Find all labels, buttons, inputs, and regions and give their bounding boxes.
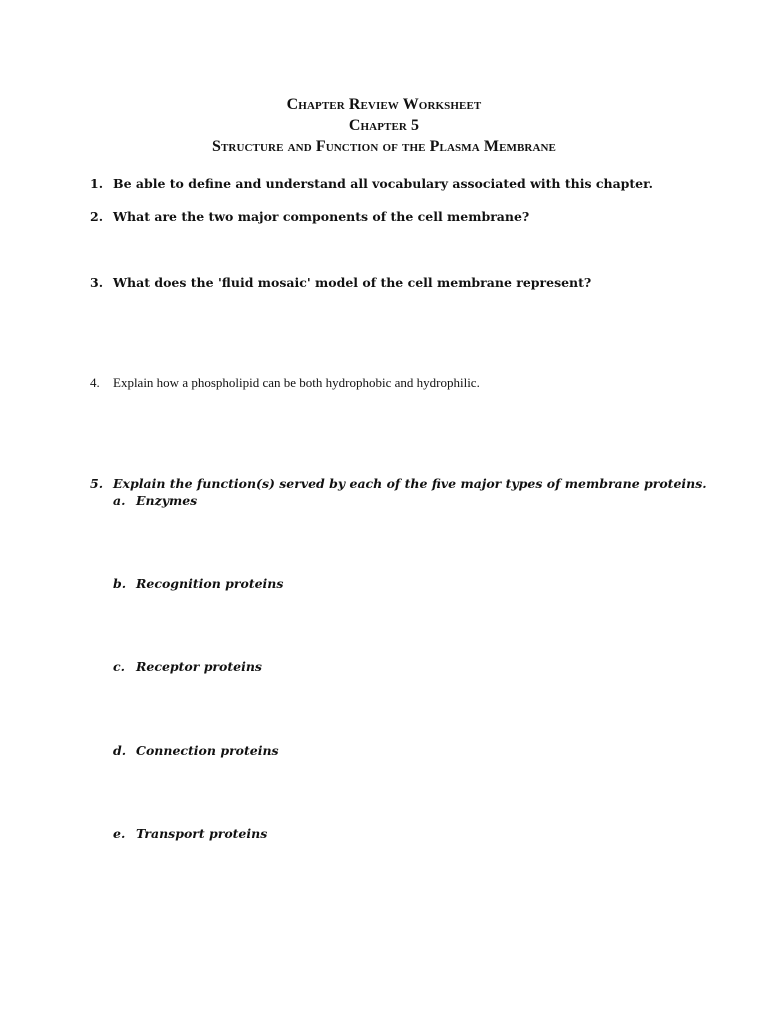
worksheet-header — [0, 94, 768, 157]
subitem-text: Enzymes — [136, 493, 198, 508]
subitem-text: Transport proteins — [136, 826, 268, 841]
subitem-text: Connection proteins — [136, 743, 279, 758]
question-3 — [90, 275, 591, 291]
subitem-c — [113, 659, 262, 675]
subitem-e — [113, 826, 267, 842]
question-4 — [90, 375, 480, 391]
subitem-letter: c. — [113, 659, 125, 674]
subitem-text: Receptor proteins — [136, 659, 262, 674]
question-text: What are the two major components of the cell membrane? — [113, 209, 530, 224]
subitem-d — [113, 743, 279, 759]
question-1 — [90, 176, 653, 192]
subitem-letter: b. — [113, 576, 127, 591]
subitem-letter: e. — [113, 826, 126, 841]
chapter-number: Chapter 5 — [348, 117, 420, 134]
chapter-title: Structure and Function of the Plasma Membrane — [211, 138, 556, 155]
question-text: Explain the function(s) served by each of the five major types of membrane proteins. — [113, 476, 707, 491]
subitem-a — [113, 493, 197, 509]
question-number: 3. — [90, 275, 104, 290]
subitem-letter: a. — [113, 493, 126, 508]
question-number: 1. — [90, 176, 104, 191]
worksheet-title: Chapter Review Worksheet — [286, 96, 482, 113]
question-number: 4. — [90, 375, 100, 390]
question-number: 2. — [90, 209, 104, 224]
question-5 — [90, 476, 707, 492]
question-text: What does the 'fluid mosaic' model of the cell membrane represent? — [113, 275, 592, 290]
question-2 — [90, 209, 529, 225]
subitem-letter: d. — [113, 743, 127, 758]
question-text: Explain how a phospholipid can be both hydrophobic and hydrophilic. — [113, 375, 480, 390]
question-text: Be able to define and understand all vocabulary associated with this chapter. — [113, 176, 653, 191]
question-number: 5. — [90, 476, 104, 491]
subitem-b — [113, 576, 283, 592]
subitem-text: Recognition proteins — [136, 576, 284, 591]
